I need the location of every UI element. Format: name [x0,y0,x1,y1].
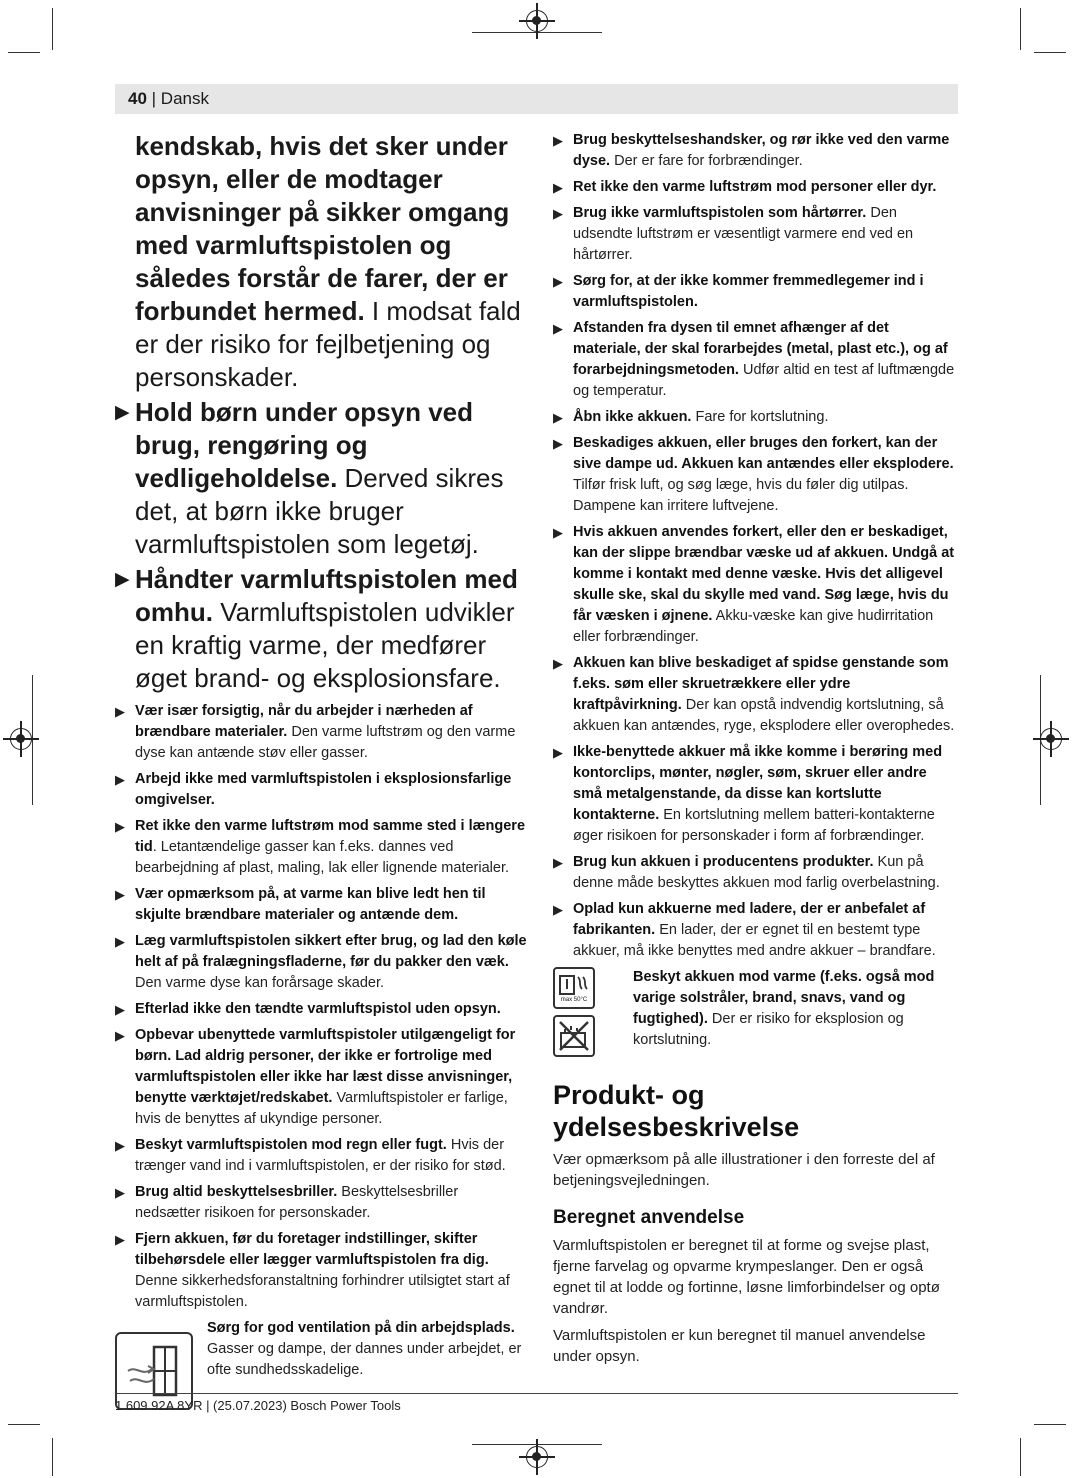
crop-mark [8,52,40,53]
page-footer: 1 609 92A 8YR | (25.07.2023) Bosch Power Tools [115,1398,401,1413]
bullet-arrow-icon: ▶ [553,855,563,870]
ventilation-text: Sørg for god ventilation på din arbejdsplads. Gasser og dampe, der dannes under arbejdet, er ofte sundhedsskadelige. [207,1320,522,1378]
safety-item: ▶ Efterlad ikke den tændte varmluftspistol uden opsyn. [115,999,527,1020]
crop-mark [52,8,53,50]
heat-warning-icons [553,967,595,1057]
bullet-arrow-icon: ▶ [553,525,563,540]
bullet-arrow-icon: ▶ [115,1002,125,1017]
bullet-arrow-icon: ▶ [553,321,563,336]
big-safety-item: ▶ Håndter varmluftspistolen med omhu. Varmluftspistolen udvikler en kraftig varme, der medfører øget brand- og eksplosionsfare. [115,564,518,693]
bullet-arrow-icon: ▶ [115,1185,125,1200]
bullet-arrow-icon: ▶ [115,1028,125,1043]
safety-item: ▶ Brug beskyttelseshandsker, og rør ikke ved den varme dyse. Der er fare for forbrændinger. [553,132,950,169]
max-temperature-label: max 50°C [560,996,588,1003]
bullet-arrow-icon: ▶ [115,934,125,949]
safety-item: ▶ Ret ikke den varme luftstrøm mod samme sted i længere tid. Letantændelige gasser kan f.eks. dannes ved bearbejdning af plast, maling, lak eller lignende materialer. [115,818,526,876]
bullet-arrow-icon: ▶ [115,1138,125,1153]
max-temperature-icon [553,967,595,1009]
safety-item: ▶ Brug ikke varmluftspistolen som hårtørrer. Den udsendte luftstrøm er væsentligt varmere end ved en hårtørrer. [553,205,914,263]
body-paragraph: Varmluftspistolen er kun beregnet til manuel anvendelse under opsyn. [553,1327,926,1365]
ventilation-notice [115,1318,527,1410]
page-number: 40 [128,89,147,108]
safety-item: ▶ Vær især forsigtig, når du arbejder i nærheden af brændbare materialer. Den varme luftstrøm og den varme dyse kan antænde støv eller gasser. [115,703,516,761]
safety-item: ▶ Oplad kun akkuerne med ladere, der er anbefalet af fabrikanten. En lader, der er egnet til en bestemt type akkuer, må ikke benyttes med andre akkuer – brandfare. [553,901,936,959]
crop-mark [32,675,33,805]
safety-item: ▶ Akkuen kan blive beskadiget af spidse genstande som f.eks. søm eller skruetrækkere eller ydre kraftpåvirkning. Der kan opstå indvendig kortslutning, så akkuen kan antændes, ryge, eksplodere eller overophedes. [553,655,955,734]
safety-item: ▶ Læg varmluftspistolen sikkert efter brug, og lad den køle helt af på fralægningsfladerne, før du pakker den væk. Den varme dyse kan forårsage skader. [115,933,527,991]
safety-item: ▶ Vær opmærksom på, at varme kan blive ledt hen til skjulte brændbare materialer og antænde dem. [115,886,486,923]
safety-item: ▶ Brug kun akkuen i producentens produkter. Kun på denne måde beskyttes akkuen mod farlig overbelastning. [553,854,940,891]
safety-item: ▶ Arbejd ikke med varmluftspistolen i eksplosionsfarlige omgivelser. [115,771,512,808]
crop-mark [1020,8,1021,50]
bullet-arrow-icon: ▶ [115,402,130,423]
crop-mark [1020,1438,1021,1476]
safety-item: ▶ Sørg for, at der ikke kommer fremmedlegemer ind i varmluftspistolen. [553,273,924,310]
footer-rule [115,1393,958,1394]
heat-warning-notice [553,967,958,1057]
bullet-arrow-icon: ▶ [553,206,563,221]
bullet-arrow-icon: ▶ [553,410,563,425]
bullet-arrow-icon: ▶ [553,274,563,289]
bullet-arrow-icon: ▶ [553,436,563,451]
registration-mark-icon [526,1446,548,1468]
section-title: Produkt- og ydelsesbeskrivelse [553,1080,800,1142]
crop-mark [8,1424,40,1425]
safety-item: ▶ Fjern akkuen, før du foretager indstillinger, skifter tilbehørsdele eller lægger varmluftspistolen fra dig. Denne sikkerhedsforanstaltning forhindrer utilsigtet start af varmluftspistolen. [115,1231,510,1310]
intro-paragraph: kendskab, hvis det sker under opsyn, eller de modtager anvisninger på sikker omgang med varmluftspistolen og således forstår de farer, der er forbundet hermed. I modsat fald er der risiko for fejlbetjening og personskader. [135,131,521,392]
safety-item: ▶ Opbevar ubenyttede varmluftspistoler utilgængeligt for børn. Lad aldrig personer, der ikke er fortrolige med varmluftspistolen eller ikke har læst disse anvisninger, benytte værktøjet/redskabet. Varmluftspistoler er farlige, hvis de benyttes af ukyndige personer. [115,1027,516,1127]
bullet-arrow-icon: ▶ [553,745,563,760]
page-header: 40 | Dansk [115,84,958,114]
bullet-arrow-icon: ▶ [553,656,563,671]
safety-item: ▶ Hvis akkuen anvendes forkert, eller den er beskadiget, kan der slippe brændbar væske ud af akkuen. Undgå at komme i kontakt med denne væske. Hvis det alligevel skulle ske, skal du skylle med vand. Søg læge, hvis du får væsken i øjnene. Akku-væske kan give hudirritation eller forbrændinger. [553,524,955,645]
bullet-arrow-icon: ▶ [115,819,125,834]
language-label: Dansk [160,89,209,108]
no-water-icon [553,1015,595,1057]
subsection-title: Beregnet anvendelse [553,1207,745,1228]
registration-mark-icon [526,10,548,32]
bullet-arrow-icon: ▶ [115,569,130,590]
safety-item: ▶ Afstanden fra dysen til emnet afhænger af det materiale, der skal forarbejdes (metal, plast etc.), og af forarbejdningsmetoden. Udfør altid en test af luftmængde og temperatur. [553,320,955,399]
crop-mark [52,1438,53,1476]
bullet-arrow-icon: ▶ [553,133,563,148]
safety-item: ▶ Ikke-benyttede akkuer må ikke komme i berøring med kontorclips, mønter, nøgler, søm, skruer eller andre små metalgenstande, da disse kan kortslutte kontakterne. En kortslutning mellem batteri-kontakterne øger risikoen for personskader i form af forbrændinger. [553,744,943,844]
right-column [553,130,958,1373]
registration-mark-icon [10,728,32,750]
bullet-arrow-icon: ▶ [115,772,125,787]
safety-item: ▶ Ret ikke den varme luftstrøm mod personer eller dyr. [553,177,958,198]
big-safety-item: ▶ Hold børn under opsyn ved brug, rengøring og vedligeholdelse. Derved sikres det, at børn ikke bruger varmluftspistolen som legetøj. [115,397,504,559]
safety-item: ▶ Åbn ikke akkuen. Fare for kortslutning. [553,407,958,428]
bullet-arrow-icon: ▶ [115,704,125,719]
section-intro: Vær opmærksom på alle illustrationer i den forreste del af betjeningsvejledningen. [553,1151,935,1189]
safety-item: ▶ Brug altid beskyttelsesbriller. Beskyttelsesbriller nedsætter risikoen for personskader. [115,1184,459,1221]
registration-mark-icon [1040,728,1062,750]
safety-item: ▶ Beskyt varmluftspistolen mod regn eller fugt. Hvis der trænger vand ind i varmluftspistolen, er der risiko for stød. [115,1137,506,1174]
bullet-arrow-icon: ▶ [553,902,563,917]
left-column [115,130,527,1416]
body-paragraph: Varmluftspistolen er beregnet til at forme og svejse plast, fjerne farvelag og opvarme krympeslanger. Den er også egnet til at lodde og fortinne, løsne limforbindelser og optø vandrør. [553,1237,940,1317]
crop-mark [1034,52,1066,53]
crop-mark [1034,1424,1066,1425]
bullet-arrow-icon: ▶ [553,180,563,195]
safety-item: ▶ Beskadiges akkuen, eller bruges den forkert, kan der sive dampe ud. Akkuen kan antændes eller eksplodere. Tilfør frisk luft, og søg læge, hvis du føler dig utilpas. Dampene kan irritere luftvejene. [553,435,954,514]
heat-warning-text: Beskyt akkuen mod varme (f.eks. også mod varige solstråler, brand, snavs, vand og fugtighed). Der er risiko for eksplosion og kortslutning. [633,969,935,1048]
bullet-arrow-icon: ▶ [115,887,125,902]
bullet-arrow-icon: ▶ [115,1232,125,1247]
